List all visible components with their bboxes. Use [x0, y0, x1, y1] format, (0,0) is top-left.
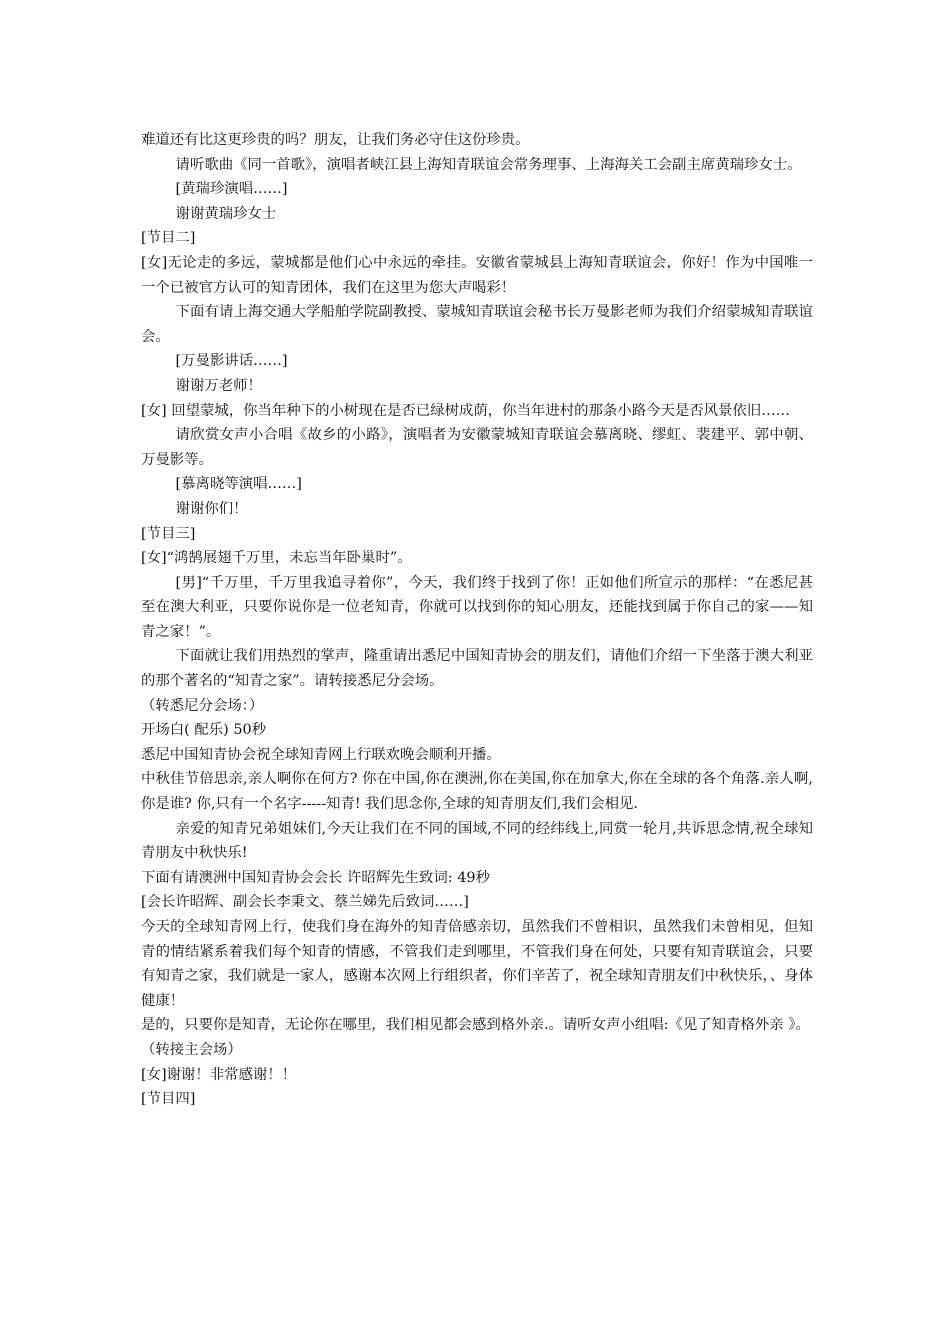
section-heading: [节目四]: [141, 1091, 196, 1108]
stage-direction: [会长许昭辉、副会长李秉文、蔡兰娣先后致词……]: [141, 894, 469, 911]
paragraph: 请欣赏女声小合唱《故乡的小路》，演唱者为安徽蒙城知青联谊会慕离晓、缪虹、裴建平、郭中朝、万曼影等。: [141, 427, 813, 468]
paragraph: 中秋佳节倍思亲,亲人啊你在何方? 你在中国,你在澳洲,你在美国,你在加拿大,你在全球的各个角落.亲人啊,你是谁? 你,只有一个名字-----知青! 我们思念你,全球的知青朋友们,我们会相见.: [141, 771, 813, 813]
stage-direction: [黄瑞珍演唱……]: [175, 181, 288, 198]
stage-direction: [万曼影讲话……]: [175, 353, 288, 370]
paragraph: 下面有请澳洲中国知青协会会长 许昭辉先生致词: 49秒: [141, 869, 490, 886]
paragraph: 亲爱的知青兄弟姐妹们,今天让我们在不同的国域,不同的经纬线上,同赏一轮月,共诉思念情,祝全球知青朋友中秋快乐!: [141, 820, 813, 862]
section-heading: [节目二]: [141, 230, 196, 247]
paragraph: [女] 回望蒙城，你当年种下的小树现在是否已绿树成荫，你当年进村的那条小路今天是否风景依旧……: [141, 402, 790, 419]
stage-direction: （转悉尼分会场：）: [141, 697, 264, 714]
paragraph: 下面有请上海交通大学船舶学院副教授、蒙城知青联谊会秘书长万曼影老师为我们介绍蒙城知青联谊会。: [141, 304, 813, 345]
paragraph: 下面就让我们用热烈的掌声，隆重请出悉尼中国知青协会的朋友们，请他们介绍一下坐落于澳大利亚的那个著名的“知青之家”。请转接悉尼分会场。: [141, 648, 813, 690]
paragraph: 难道还有比这更珍贵的吗？朋友，让我们务必守住这份珍贵。: [141, 132, 530, 148]
paragraph: 谢谢黄瑞珍女士: [175, 205, 277, 222]
stage-direction: （转接主会场）: [141, 1041, 242, 1058]
paragraph: [女]无论走的多远，蒙城都是他们心中永远的牵挂。安徽省蒙城县上海知青联谊会，你好！作为中国唯一一个已被官方认可的知青团体，我们在这里为您大声喝彩！: [141, 254, 813, 296]
paragraph: 谢谢你们！: [175, 500, 248, 517]
paragraph: [女]“鸿鹄展翅千万里，未忘当年卧巢时”。: [141, 550, 412, 567]
paragraph: 开场白( 配乐) 50秒: [141, 722, 267, 739]
paragraph: 谢谢万老师！: [175, 377, 262, 394]
paragraph: [男]“千万里，千万里我追寻着你”，今天，我们终于找到了你！正如他们所宣示的那样：“在悉尼甚至在澳大利亚，只要你说你是一位老知青，你就可以找到你的知心朋友，还能找到属于你自己的家——知青之家！”。: [141, 574, 813, 640]
document-page: [141, 128, 813, 1112]
paragraph: 今天的全球知青网上行，使我们身在海外的知青倍感亲切，虽然我们不曾相识，虽然我们未曾相见，但知青的情结紧系着我们每个知青的情感，不管我们走到哪里，不管我们身在何处，只要有知青联谊会，只要有知青之家，我们就是一家人，感谢本次网上行组织者，你们辛苦了，祝全球知青朋友们中秋快乐，、身体健康！: [141, 919, 813, 1009]
stage-direction: [慕离晓等演唱……]: [175, 476, 302, 493]
paragraph: 是的，只要你是知青，无论你在哪里，我们相见都会感到格外亲.。请听女声小组唱:《见了知青格外亲 》。: [141, 1017, 810, 1034]
paragraph: [女]谢谢！非常感谢！！: [141, 1066, 297, 1083]
paragraph: 悉尼中国知青协会祝全球知青网上行联欢晚会顺利开播。: [141, 746, 501, 763]
section-heading: [节目三]: [141, 525, 196, 542]
paragraph: 请听歌曲《同一首歌》，演唱者峡江县上海知青联谊会常务理事、上海海关工会副主席黄瑞珍女士。: [175, 156, 802, 173]
